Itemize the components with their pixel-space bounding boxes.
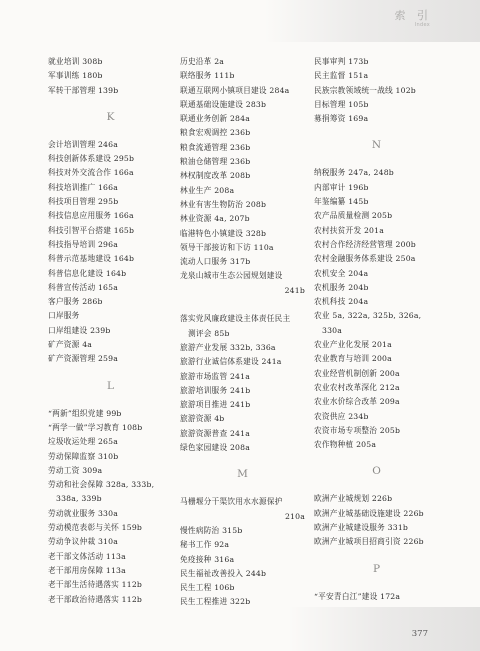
- index-entry: 科普信息化建设 164b: [48, 268, 127, 278]
- index-entry: 科技引智平台搭建 165b: [48, 225, 135, 235]
- index-entry: 农村扶贫开发 201a: [314, 225, 385, 235]
- index-entry: 农作物种植 205a: [314, 440, 377, 450]
- index-entry: 旅游项目推进 241b: [180, 400, 251, 410]
- index-entry: 劳动保障监察 310b: [48, 451, 119, 461]
- index-entry: 农机安全 204a: [314, 268, 369, 278]
- index-entry: 农产品质量检测 205b: [314, 211, 393, 221]
- index-column-2: [180, 55, 305, 624]
- index-entry: 旅游市场监管 241a: [180, 371, 251, 381]
- index-entry: 旅游资源普查 241a: [180, 428, 251, 438]
- index-entry: 农业 5a, 322a, 325b, 326a,: [314, 311, 422, 321]
- index-entry: 目标管理 105b: [314, 99, 369, 109]
- index-entry: 农业水价综合改革 209a: [314, 397, 400, 407]
- index-entry: 科技信息应用服务 166a: [48, 211, 134, 221]
- index-entry: 农业农村改革深化 212a: [314, 382, 400, 392]
- index-entry: 流动人口服务 317b: [180, 257, 251, 267]
- index-entry: 农业产业化发展 201a: [314, 340, 392, 350]
- index-entry: 龙泉山城市生态公园规划建设: [180, 271, 283, 281]
- index-entry: 林业生产 208a: [180, 185, 235, 195]
- index-entry: “两新”组织党建 99b: [48, 408, 122, 418]
- index-entry: 老干部用房保障 113a: [48, 565, 126, 575]
- index-entry: 科技对外交流合作 166a: [48, 168, 134, 178]
- index-title: 索 引: [394, 9, 432, 22]
- index-entry: 民族宗教领域统一战线 102b: [314, 85, 416, 95]
- index-entry: 330a: [322, 325, 343, 335]
- index-entry: 口岸服务: [48, 311, 80, 321]
- index-entry: 联通业务创新 284a: [180, 114, 251, 124]
- index-entry: 历史沿革 2a: [180, 57, 225, 66]
- index-entry: 联通互联网小镇项目建设 284a: [180, 85, 290, 95]
- index-entry: 领导干部接访和下访 110a: [180, 242, 274, 252]
- index-entry: 欧洲产业城建设服务 331b: [314, 523, 409, 533]
- index-entry: 欧洲产业城项目招商引资 226b: [314, 537, 424, 547]
- index-entry: 秘书工作 92a: [180, 540, 230, 550]
- section-letter: M: [237, 468, 248, 481]
- index-entry: 科技培训推广 166a: [48, 182, 119, 192]
- index-entry: 农村合作经济经营管理 200b: [314, 239, 416, 249]
- index-entry: 旅游产业发展 332b, 336a: [180, 342, 276, 352]
- index-entry: 粮食宏观调控 236b: [180, 128, 251, 138]
- footer-band: [0, 607, 480, 651]
- index-entry: 民主监督 151a: [314, 71, 369, 81]
- index-entry: 民事审判 173b: [314, 57, 369, 66]
- index-entry: 纳税服务 247a, 248b: [314, 168, 394, 178]
- index-entry: 林业资源 4a, 207b: [180, 214, 250, 224]
- index-entry: 劳动模范表彰与关怀 159b: [48, 523, 143, 533]
- index-entry: 旅游资源 4b: [180, 414, 225, 424]
- index-entry: 欧洲产业城规划 226b: [314, 494, 393, 504]
- section-letter: K: [106, 110, 115, 123]
- index-entry: 老干部生活待遇落实 112b: [48, 580, 143, 590]
- index-entry: 210a: [284, 511, 305, 521]
- index-entry: 粮油仓储管理 236b: [180, 157, 251, 167]
- index-entry: 农资市场专项整治 205b: [314, 425, 401, 435]
- index-entry: 年鉴编纂 145b: [314, 197, 369, 207]
- index-entry: 科技项目管理 295b: [48, 197, 119, 207]
- index-entry: 军事训练 180b: [48, 71, 103, 81]
- section-letter: L: [107, 379, 114, 392]
- index-entry: 农机服务 204b: [314, 282, 369, 292]
- index-entry: 客户服务 286b: [48, 297, 103, 307]
- index-entry: 矿产资源管理 259a: [48, 354, 119, 364]
- index-entry: 科技指导培训 296a: [48, 239, 119, 249]
- index-entry: 测评会 85b: [188, 328, 230, 338]
- index-entry: 338a, 339b: [56, 494, 102, 504]
- index-entry: 林业有害生物防治 208b: [180, 199, 267, 209]
- index-column-1: [48, 55, 173, 635]
- page-number: 377: [411, 629, 428, 639]
- index-entry: 老干部文体活动 113a: [48, 551, 126, 561]
- index-entry: 农机科技 204a: [314, 297, 369, 307]
- index-entry: 临港特色小镇建设 328b: [180, 228, 267, 238]
- index-entry: 就业培训 308b: [48, 57, 103, 66]
- index-column-3: [314, 55, 439, 604]
- index-entry: 慢性病防治 315b: [180, 525, 243, 535]
- index-entry: 科普宣传活动 165a: [48, 282, 119, 292]
- section-letter: N: [371, 139, 382, 152]
- index-entry: 林权制度改革 208b: [180, 171, 251, 181]
- index-entry: 绿色家园建设 208a: [180, 443, 251, 453]
- index-subtitle: Index: [414, 22, 430, 28]
- index-entry: 民生工程推进 322b: [180, 597, 251, 607]
- index-entry: 农村金融服务体系建设 250a: [314, 254, 416, 264]
- index-entry: 矿产资源 4a: [48, 340, 93, 350]
- index-entry: 旅游培训服务 241b: [180, 385, 251, 395]
- index-entry: “平安青白江”建设 172a: [314, 591, 401, 601]
- index-entry: 粮食流通管理 236b: [180, 142, 251, 152]
- index-entry: 劳动工资 309a: [48, 465, 103, 475]
- index-entry: 老干部政治待遇落实 112b: [48, 594, 143, 604]
- index-entry: 科技创新体系建设 295b: [48, 154, 135, 164]
- index-entry: 会计培训管理 246a: [48, 139, 119, 149]
- index-entry: 欧洲产业城基础设施建设 226b: [314, 508, 424, 518]
- index-entry: 马栅堰分干渠饮用水水源保护: [180, 497, 283, 507]
- index-entry: 劳动和社会保障 328a, 333b,: [48, 480, 155, 490]
- index-entry: 科普示范基地建设 164b: [48, 254, 135, 264]
- index-entry: 民生福祉改善投入 244b: [180, 568, 267, 578]
- index-entry: 联通基础设施建设 283b: [180, 99, 267, 109]
- index-entry: 民生工程 106b: [180, 583, 235, 593]
- index-entry: 免疫接种 316a: [180, 554, 235, 564]
- index-entry: 落实党风廉政建设主体责任民主: [180, 314, 291, 324]
- index-entry: 241b: [284, 285, 305, 295]
- index-entry: 口岸组建设 239b: [48, 325, 111, 335]
- index-entry: 农业经营机制创新 200a: [314, 368, 400, 378]
- index-entry: 农业教育与培训 200a: [314, 354, 392, 364]
- section-letter: O: [372, 465, 381, 478]
- index-entry: 联络服务 111b: [180, 71, 235, 81]
- index-entry: 劳动争议仲裁 310a: [48, 537, 119, 547]
- index-entry: 军转干部管理 139b: [48, 85, 119, 95]
- index-entry: 内部审计 196b: [314, 182, 369, 192]
- index-entry: 旅游行业诚信体系建设 241a: [180, 357, 282, 367]
- index-entry: 募捐筹资 169a: [314, 114, 369, 124]
- index-entry: [180, 298, 305, 312]
- section-letter: P: [372, 562, 381, 575]
- index-entry: “两学一做”学习教育 108b: [48, 422, 143, 432]
- index-entry: 劳动就业服务 330a: [48, 508, 119, 518]
- index-entry: 垃圾收运处理 265a: [48, 437, 119, 447]
- index-entry: 农资供应 234b: [314, 411, 369, 421]
